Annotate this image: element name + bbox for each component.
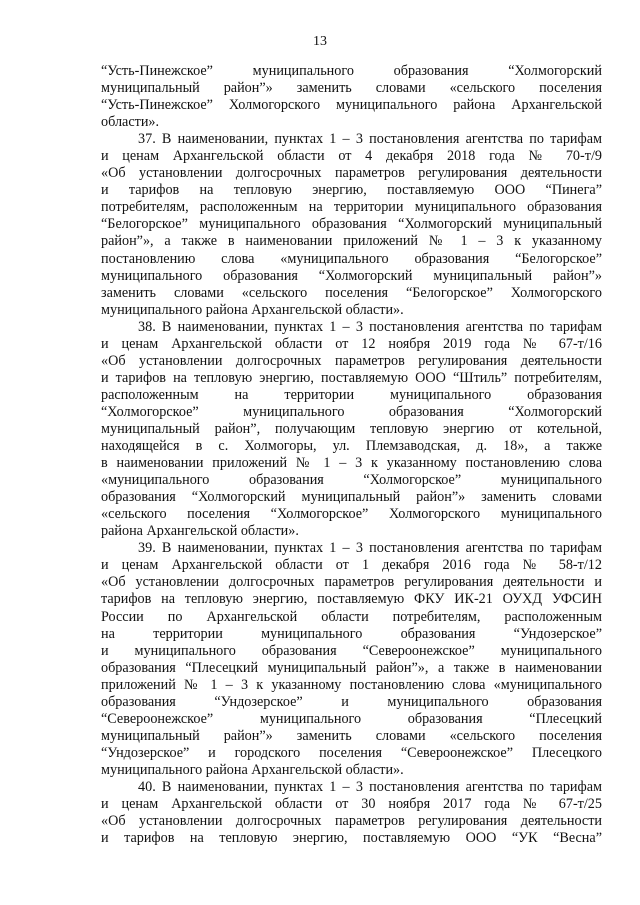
text-line: 40. В наименовании, пунктах 1 – 3 постановления агентства по тарифам <box>138 778 602 795</box>
text-line: муниципальный район”, получающим тепловую энергию от котельной, <box>101 420 602 437</box>
text-line: и ценам Архангельской области от 12 ноября 2019 года № 67-т/16 <box>101 335 602 352</box>
text-line: муниципального района Архангельской области». <box>101 761 404 778</box>
text-line: «сельского поселения “Холмогорское” Холмогорского муниципального <box>101 506 602 523</box>
text-line: 38. В наименовании, пунктах 1 – 3 постановления агентства по тарифам <box>138 318 602 335</box>
text-line: муниципального образования “Холмогорский муниципальный район”» <box>101 267 602 284</box>
text-line: муниципальный район”» заменить словами «сельского поселения <box>101 80 602 97</box>
text-line: и ценам Архангельской области от 30 ноября 2017 года № 67-т/25 <box>101 796 602 813</box>
text-line: находящейся в с. Холмогоры, ул. Племзаводская, д. 18», а также <box>101 438 602 455</box>
text-line: и тарифов на тепловую энергию, поставляемую ООО “УК “Весна” <box>101 830 602 847</box>
text-line: муниципальный район”» заменить словами «сельского поселения <box>101 727 602 744</box>
text-line: и ценам Архангельской области от 1 декабря 2016 года № 58-т/12 <box>101 557 602 574</box>
text-line: и тарифов на тепловую энергию, поставляемую ООО “Пинега” <box>101 182 602 199</box>
text-line: образования “Плесецкий муниципальный район”», а также в наименовании <box>101 659 602 676</box>
text-line: «Об установлении долгосрочных параметров регулирования деятельности <box>101 352 602 369</box>
text-line: «Об установлении долгосрочных параметров регулирования деятельности <box>101 165 602 182</box>
text-line: на территории муниципального образования “Ундозерское” <box>101 625 602 642</box>
text-line: района Архангельской области». <box>101 523 299 540</box>
document-body <box>101 63 602 847</box>
text-line: постановлению слова «муниципального образования “Белогорское” <box>101 250 602 267</box>
text-line: в наименовании приложений № 1 – 3 к указанному постановлению слова <box>101 455 602 472</box>
text-line: заменить словами «сельского поселения “Белогорское” Холмогорского <box>101 284 602 301</box>
text-line: и ценам Архангельской области от 4 декабря 2018 года № 70-т/9 <box>101 148 602 165</box>
text-line: области». <box>101 114 160 131</box>
page-number: 13 <box>313 34 327 49</box>
text-line: “Усть-Пинежское” Холмогорского муниципального района Архангельской <box>101 97 602 114</box>
text-line: «Об установлении долгосрочных параметров регулирования деятельности <box>101 813 602 830</box>
text-line: “Североонежское” муниципального образования “Плесецкий <box>101 710 602 727</box>
text-line: “Усть-Пинежское” муниципального образования “Холмогорский <box>101 63 602 79</box>
text-line: 39. В наименовании, пунктах 1 – 3 постановления агентства по тарифам <box>138 540 602 557</box>
text-line: потребителям, расположенным на территории муниципального образования <box>101 199 602 216</box>
text-line: «Об установлении долгосрочных параметров регулирования деятельности и <box>101 574 602 591</box>
text-line: муниципального района Архангельской области». <box>101 301 404 318</box>
text-line: 37. В наименовании, пунктах 1 – 3 постановления агентства по тарифам <box>138 131 602 148</box>
text-line: “Холмогорское” муниципального образования “Холмогорский <box>101 403 602 420</box>
text-line: «муниципального образования “Холмогорское” муниципального <box>101 472 602 489</box>
text-line: район”», а также в наименовании приложений № 1 – 3 к указанному <box>101 233 602 250</box>
text-line: и муниципального образования “Североонежское” муниципального <box>101 642 602 659</box>
text-line: России по Архангельской области потребителям, расположенным <box>101 608 602 625</box>
text-line: образования “Ундозерское” и муниципального образования <box>101 693 602 710</box>
text-line: “Ундозерское” и городского поселения “Североонежское” Плесецкого <box>101 744 602 761</box>
text-line: и тарифов на тепловую энергию, поставляемую ООО “Штиль” потребителям, <box>101 369 602 386</box>
text-line: образования “Холмогорский муниципальный район”» заменить словами <box>101 489 602 506</box>
text-line: тарифов на тепловую энергию, поставляемую ФКУ ИК-21 ОУХД УФСИН <box>101 591 602 608</box>
text-line: расположенным на территории муниципального образования <box>101 386 602 403</box>
text-line: “Белогорское” муниципального образования “Холмогорский муниципальный <box>101 216 602 233</box>
text-line: приложений № 1 – 3 к указанному постановлению слова «муниципального <box>101 676 602 693</box>
